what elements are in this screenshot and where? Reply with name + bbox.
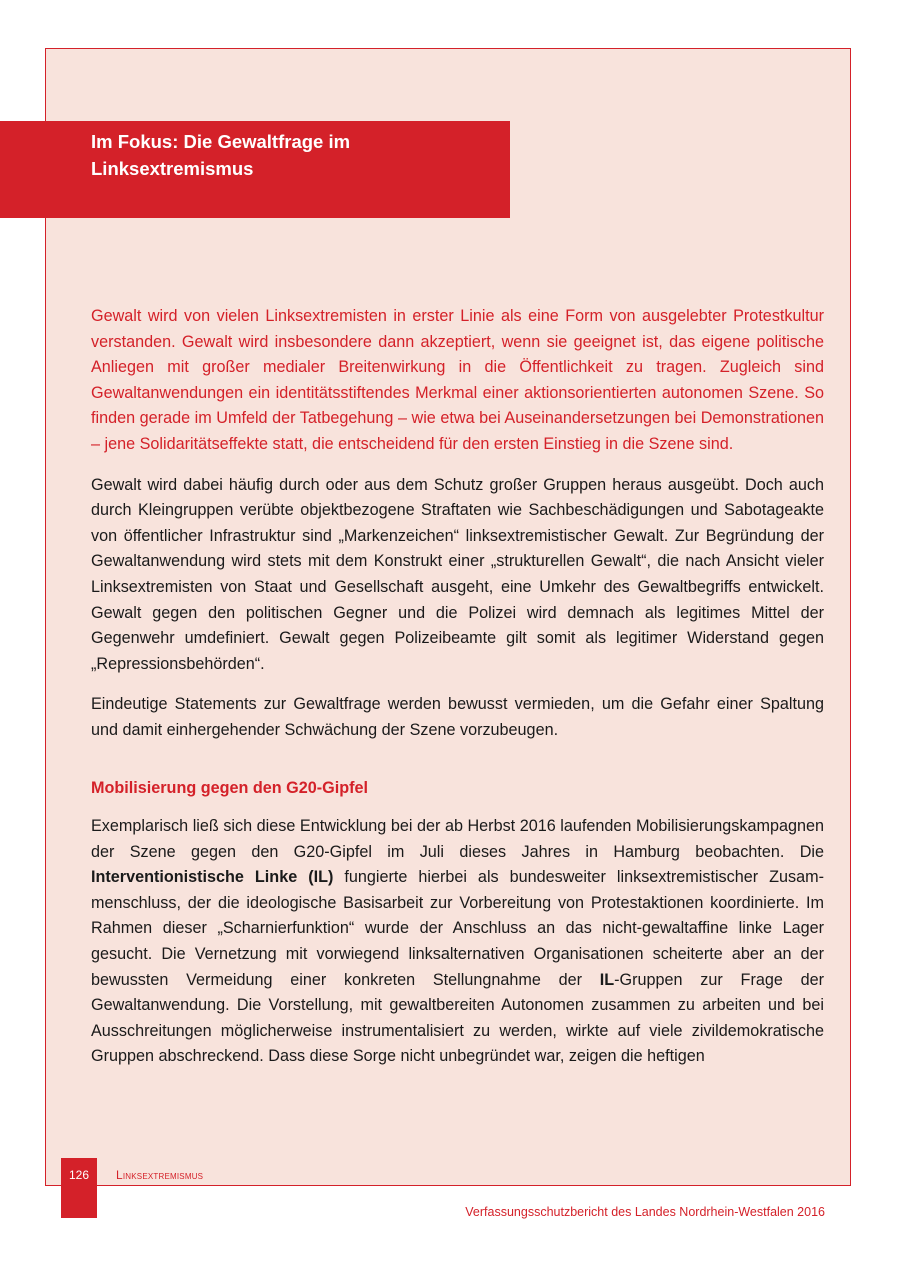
section-label: Linksextremismus [116, 1168, 204, 1182]
article-body [91, 304, 824, 1085]
page-title [91, 128, 491, 182]
lead-paragraph: Gewalt wird von vielen Linksextremisten in erster Linie als eine Form von ausgelebter Protestkultur verstanden. Gewalt wird insbesondere dann akzeptiert, wenn sie geeignet ist, das eigene politische Anliegen mit großer medialer Breitenwirkung in die Öffentlichkeit zu tragen. Zugleich sind Gewaltanwendungen ein identitätsstiftendes Merkmal einer aktionsorientierten autonomen Szene. So finden gerade im Umfeld der Tatbegehung – wie etwa bei Auseinandersetzungen bei Demonstrationen – jene Solidaritätseffekte statt, die entscheidend für den ersten Einstieg in die Szene sind. [91, 307, 824, 453]
paragraph-2: Gewalt wird dabei häufig durch oder aus dem Schutz großer Gruppen heraus ausgeübt. Doch auch durch Kleingruppen verübte objektbezogene Straftaten wie Sachbeschädigungen und Sabotageakte von öffentlicher Infrastruktur sind „Markenzeichen“ linksextremistischer Gewalt. Zur Begründung der Gewaltanwendung wird stets mit dem Konstrukt einer „strukturellen Gewalt“, die nach Ansicht vieler Linksextremisten von Staat und Gesellschaft ausgeht, eine Umkehr des Gewaltbegriffs entwickelt. Gewalt gegen den politischen Gegner und die Polizei wird demnach als legitimes Mittel der Gegenwehr umdefiniert. Gewalt gegen Polizeibeamte gilt somit als legitimer Widerstand gegen „Repressionsbehörden“. [91, 475, 824, 673]
paragraph-3: Eindeutige Statements zur Gewaltfrage werden bewusst vermieden, um die Gefahr einer Spaltung und damit einhergehender Schwächung der Szene vorzubeugen. [91, 695, 824, 739]
page-number: 126 [68, 1168, 90, 1182]
p4-bold-2: IL [599, 970, 615, 989]
page-number-tab [61, 1158, 97, 1218]
p4-text-1: Exemplarisch ließ sich diese Entwicklung bei der ab Herbst 2016 laufenden Mobilisierungskampagnen der Szene gegen den G20-Gipfel im Juli dieses Jahres in Hamburg beobachten. Die [91, 817, 824, 861]
p4-text-3: -Gruppen zur Frage der Gewaltanwendung. Die Vorstellung, mit gewaltbereiten Autonomen zusammen zu arbeiten und bei Ausschreitungen möglicherweise instrumentalisiert zu werden, wirkte auf viele zivildemokratische Gruppen abschreckend. Dass diese Sorge nicht unbegründet war, zeigen die heftigen [91, 970, 824, 1066]
p4-text-2: fungierte hierbei als bundesweiter linksextremistischer Zusammenschluss, der die ideologische Basisarbeit zur Vorbereitung von Protestaktionen koordinierte. Im Rahmen dieser „Scharnierfunktion“ wurde der Anschluss an das nicht-gewaltaffine linke Lager gesucht. Die Vernetzung mit vorwiegend linksalternativen Organisationen scheiterte aber an der bewussten Vermeidung einer konkreten Stellungnahme der [91, 868, 824, 989]
publication-title: Verfassungsschutzbericht des Landes Nordrhein-Westfalen 2016 [465, 1205, 825, 1219]
paragraph-4 [91, 814, 824, 1070]
title-line-1: Im Fokus: Die Gewaltfrage im [91, 131, 351, 152]
p4-bold-1: Interventionistische Linke (IL) [91, 868, 334, 887]
section-subheading: Mobilisierung gegen den G20-Gipfel [91, 778, 369, 797]
title-line-2: Linksextremismus [91, 158, 254, 179]
